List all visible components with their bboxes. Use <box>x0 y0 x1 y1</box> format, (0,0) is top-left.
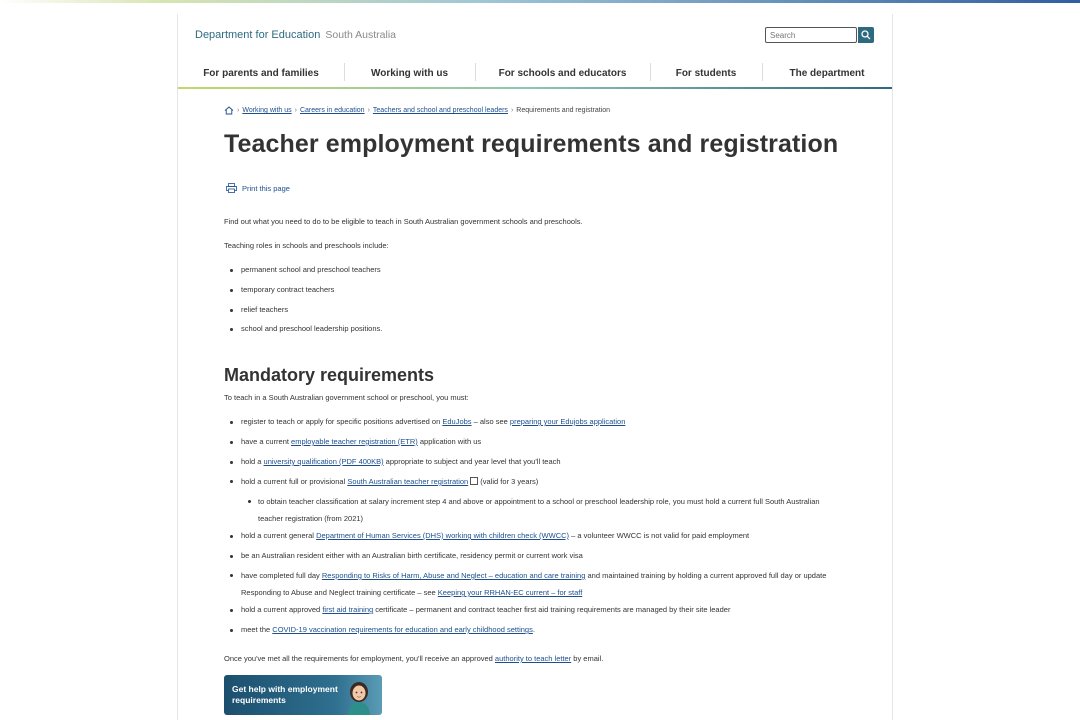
covid-vaccination-link[interactable]: COVID-19 vaccination requirements for education and early childhood settings <box>272 625 533 634</box>
etr-link[interactable]: employable teacher registration (ETR) <box>291 437 418 446</box>
main-nav <box>178 61 892 88</box>
assistant-avatar-icon <box>344 678 374 715</box>
intro-text: Find out what you need to do to be eligible to teach in South Australian government schools and preschools. <box>224 217 583 226</box>
nav-the-department[interactable]: The department <box>762 61 892 85</box>
list-item: school and preschool leadership positions. <box>241 324 383 333</box>
teacher-registration-link[interactable]: South Australian teacher registration <box>347 477 469 486</box>
breadcrumb-working-with-us[interactable]: Working with us <box>242 107 292 114</box>
printer-icon <box>226 183 237 193</box>
first-aid-link[interactable]: first aid training <box>322 605 374 614</box>
list-item: relief teachers <box>241 305 289 314</box>
home-icon[interactable] <box>224 106 234 115</box>
authority-to-teach-link[interactable]: authority to teach letter <box>494 654 572 663</box>
search-icon <box>861 30 871 40</box>
nav-underline <box>178 87 892 89</box>
requirement-item: have a current employable teacher registration (ETR) application with us <box>241 437 482 446</box>
requirement-item: register to teach or apply for specific positions advertised on EduJobs – also see preparing your Edujobs application <box>241 417 626 426</box>
search-input[interactable] <box>765 27 857 43</box>
requirement-item: be an Australian resident either with an Australian birth certificate, residency permit or current work visa <box>241 551 583 560</box>
wwcc-link[interactable]: Department of Human Services (DHS) working with children check (WWCC) <box>316 531 570 540</box>
list-item: temporary contract teachers <box>241 285 335 294</box>
requirement-item: hold a current approved first aid training certificate – permanent and contract teacher first aid training requirements are managed by their site leader <box>241 605 731 614</box>
page-title: Teacher employment requirements and registration <box>224 130 839 158</box>
nav-schools-educators[interactable]: For schools and educators <box>475 61 650 85</box>
mandatory-intro: To teach in a South Australian government school or preschool, you must: <box>224 393 469 402</box>
breadcrumb-teachers-leaders[interactable]: Teachers and school and preschool leaders <box>372 107 508 114</box>
requirement-item: meet the COVID-19 vaccination requirements for education and early childhood settings. <box>241 625 535 634</box>
requirement-item: hold a current full or provisional South Australian teacher registration (valid for 3 years) <box>241 477 539 486</box>
rrhan-training-link[interactable]: Responding to Risks of Harm, Abuse and Neglect – education and care training <box>321 571 586 580</box>
search-bar <box>765 27 873 43</box>
site-brand[interactable] <box>195 29 396 41</box>
external-link-icon <box>470 477 478 485</box>
list-item: permanent school and preschool teachers <box>241 265 381 274</box>
nav-students[interactable]: For students <box>650 61 762 85</box>
nav-working-with-us[interactable]: Working with us <box>344 61 475 85</box>
top-stripe <box>0 0 1080 3</box>
rrhan-current-link[interactable]: Keeping your RRHAN-EC current – for staff <box>437 588 583 597</box>
sub-list-item: to obtain teacher classification at salary increment step 4 and above or appointment to a school or preschool leadership role, you must hold a current full South Australian teacher registration (from 2021) <box>258 493 838 527</box>
page-container <box>177 14 893 720</box>
requirement-item: hold a current general Department of Human Services (DHS) working with children check (WWCC) – a volunteer WWCC is not valid for paid employment <box>241 531 750 540</box>
edujobs-application-link[interactable]: preparing your Edujobs application <box>509 417 626 426</box>
edujobs-link[interactable]: EduJobs <box>442 417 472 426</box>
mandatory-heading: Mandatory requirements <box>224 365 435 385</box>
nav-parents-families[interactable]: For parents and families <box>203 67 319 79</box>
brand-state: South Australia <box>325 29 396 41</box>
breadcrumb: › Working with us › Careers in education › Teachers and school and preschool leaders › Requirements and registration <box>224 106 610 115</box>
roles-intro: Teaching roles in schools and preschools include: <box>224 241 389 250</box>
qualification-pdf-link[interactable]: university qualification (PDF 400KB) <box>263 457 384 466</box>
help-button-label: Get help with employment requirements <box>232 684 338 705</box>
get-help-button[interactable] <box>224 675 382 715</box>
print-link[interactable] <box>226 183 290 193</box>
requirement-item: have completed full day Responding to Risks of Harm, Abuse and Neglect – education and care training and maintained training by holding a current approved full day or update Responding to Abuse and Neglect training certificate – see Keeping your RRHAN-EC current – for staff <box>241 567 851 601</box>
search-button[interactable] <box>858 27 874 43</box>
closing-text: Once you've met all the requirements for employment, you'll receive an approved authority to teach letter by email. <box>224 654 604 663</box>
requirement-item: hold a university qualification (PDF 400KB) appropriate to subject and year level that you'll teach <box>241 457 561 466</box>
breadcrumb-careers[interactable]: Careers in education <box>299 107 365 114</box>
brand-name: Department for Education <box>195 29 321 41</box>
print-label: Print this page <box>242 183 290 193</box>
breadcrumb-current: Requirements and registration <box>516 107 611 114</box>
